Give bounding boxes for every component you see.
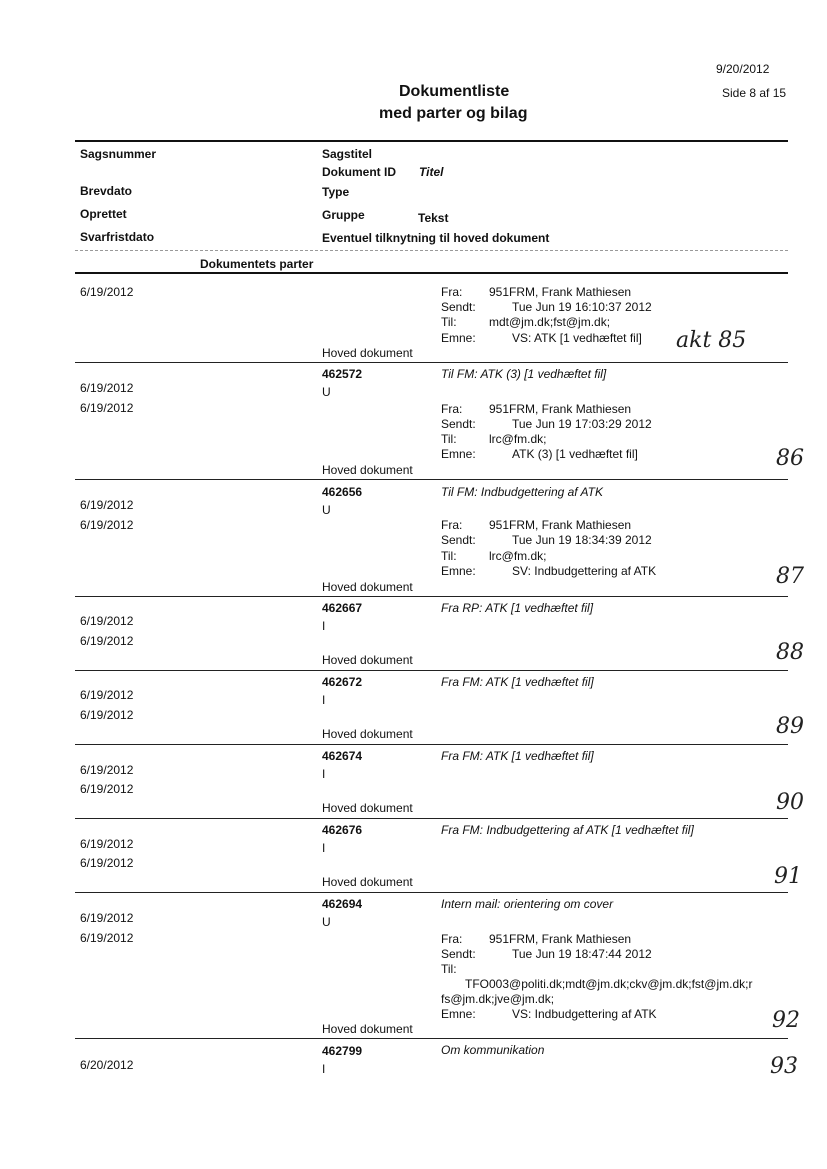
- row-separator: [75, 362, 788, 363]
- record-titel: Til FM: Indbudgettering af ATK: [441, 485, 603, 499]
- record-oprettet: 6/19/2012: [80, 856, 134, 870]
- col-oprettet: Oprettet: [80, 207, 127, 221]
- row-separator: [75, 670, 788, 671]
- fra-value: 951FRM, Frank Mathiesen: [489, 932, 632, 946]
- sendt-label: Sendt:: [441, 947, 476, 961]
- print-date: 9/20/2012: [716, 62, 770, 76]
- emne-value: VS: ATK [1 vedhæftet fil]: [512, 331, 642, 345]
- col-gruppe: Gruppe: [322, 208, 365, 222]
- til-label: Til:: [441, 315, 457, 329]
- record-titel: Fra FM: ATK [1 vedhæftet fil]: [441, 749, 594, 763]
- til-label: Til:: [441, 432, 457, 446]
- til-label: Til:: [441, 549, 457, 563]
- handwritten-annotation: 87: [776, 564, 804, 589]
- sendt-value: Tue Jun 19 18:34:39 2012: [512, 533, 652, 547]
- page-number: Side 8 af 15: [722, 86, 787, 100]
- record-oprettet: 6/19/2012: [80, 518, 134, 532]
- record-type: I: [322, 767, 326, 781]
- fra-value: 951FRM, Frank Mathiesen: [489, 518, 632, 532]
- handwritten-annotation: 93: [770, 1054, 798, 1079]
- record-type: I: [322, 693, 326, 707]
- handwritten-annotation: 92: [772, 1008, 800, 1033]
- record-brevdato: 6/19/2012: [80, 285, 134, 299]
- emne-value: ATK (3) [1 vedhæftet fil]: [512, 447, 638, 461]
- record-id: 462674: [322, 749, 363, 763]
- fra-label: Fra:: [441, 285, 463, 299]
- emne-label: Emne:: [441, 447, 476, 461]
- til-label: Til:: [441, 962, 457, 976]
- record-id: 462672: [322, 675, 363, 689]
- record-oprettet: 6/19/2012: [80, 401, 134, 415]
- record-titel: Fra FM: ATK [1 vedhæftet fil]: [441, 675, 594, 689]
- handwritten-annotation: 91: [774, 864, 802, 889]
- record-type: I: [322, 1062, 326, 1076]
- header-rule-bottom: [75, 272, 788, 274]
- sendt-value: Tue Jun 19 16:10:37 2012: [512, 300, 652, 314]
- hoved-dokument-label: Hoved dokument: [322, 875, 413, 889]
- handwritten-annotation: akt 85: [676, 328, 747, 353]
- til-value: lrc@fm.dk;: [489, 432, 547, 446]
- record-titel: Fra RP: ATK [1 vedhæftet fil]: [441, 601, 594, 615]
- record-id: 462676: [322, 823, 363, 837]
- record-brevdato: 6/19/2012: [80, 688, 134, 702]
- col-parter: Dokumentets parter: [200, 257, 314, 271]
- fra-label: Fra:: [441, 402, 463, 416]
- sendt-value: Tue Jun 19 18:47:44 2012: [512, 947, 652, 961]
- col-dokument-id: Dokument ID: [322, 165, 397, 179]
- handwritten-annotation: 89: [776, 714, 804, 739]
- row-separator: [75, 892, 788, 893]
- handwritten-annotation: 86: [776, 446, 804, 471]
- col-svarfristdato: Svarfristdato: [80, 230, 155, 244]
- sendt-label: Sendt:: [441, 300, 476, 314]
- til-value-line2: fs@jm.dk;jve@jm.dk;: [441, 992, 555, 1006]
- record-id: 462572: [322, 367, 363, 381]
- emne-label: Emne:: [441, 564, 476, 578]
- hoved-dokument-label: Hoved dokument: [322, 580, 413, 594]
- record-type: I: [322, 841, 326, 855]
- hoved-dokument-label: Hoved dokument: [322, 727, 413, 741]
- record-titel: Fra FM: Indbudgettering af ATK [1 vedhæftet fil]: [441, 823, 694, 837]
- col-sagsnummer: Sagsnummer: [80, 147, 157, 161]
- fra-label: Fra:: [441, 518, 463, 532]
- record-titel: Om kommunikation: [441, 1043, 545, 1057]
- handwritten-annotation: 90: [776, 790, 804, 815]
- row-separator: [75, 479, 788, 480]
- fra-label: Fra:: [441, 932, 463, 946]
- row-separator: [75, 1038, 788, 1039]
- record-id: 462656: [322, 485, 363, 499]
- hoved-dokument-label: Hoved dokument: [322, 801, 413, 815]
- record-oprettet: 6/19/2012: [80, 708, 134, 722]
- record-brevdato: 6/19/2012: [80, 763, 134, 777]
- emne-value: VS: Indbudgettering af ATK: [512, 1007, 657, 1021]
- emne-value: SV: Indbudgettering af ATK: [512, 564, 657, 578]
- header-rule-top: [75, 140, 788, 142]
- hoved-dokument-label: Hoved dokument: [322, 653, 413, 667]
- til-value: mdt@jm.dk;fst@jm.dk;: [489, 315, 611, 329]
- hoved-dokument-label: Hoved dokument: [322, 1022, 413, 1036]
- record-brevdato: 6/19/2012: [80, 498, 134, 512]
- record-oprettet: 6/19/2012: [80, 782, 134, 796]
- sendt-label: Sendt:: [441, 533, 476, 547]
- record-id: 462694: [322, 897, 363, 911]
- record-brevdato: 6/20/2012: [80, 1058, 134, 1072]
- col-type: Type: [322, 185, 350, 199]
- row-separator: [75, 596, 788, 597]
- record-id: 462667: [322, 601, 363, 615]
- record-brevdato: 6/19/2012: [80, 381, 134, 395]
- record-type: U: [322, 915, 331, 929]
- record-brevdato: 6/19/2012: [80, 837, 134, 851]
- record-oprettet: 6/19/2012: [80, 931, 134, 945]
- til-value: lrc@fm.dk;: [489, 549, 547, 563]
- col-tekst: Tekst: [418, 211, 449, 225]
- header-dashed-rule: [75, 250, 788, 251]
- emne-label: Emne:: [441, 1007, 476, 1021]
- row-separator: [75, 818, 788, 819]
- col-tilknytning: Eventuel tilknytning til hoved dokument: [322, 231, 550, 245]
- til-value-line1: TFO003@politi.dk;mdt@jm.dk;ckv@jm.dk;fst@jm.dk;r: [465, 977, 753, 991]
- record-type: U: [322, 385, 331, 399]
- record-brevdato: 6/19/2012: [80, 614, 134, 628]
- emne-label: Emne:: [441, 331, 476, 345]
- record-titel: Intern mail: orientering om cover: [441, 897, 614, 911]
- record-oprettet: 6/19/2012: [80, 634, 134, 648]
- document-subtitle: med parter og bilag: [379, 105, 528, 122]
- record-type: U: [322, 503, 331, 517]
- row-separator: [75, 744, 788, 745]
- record-titel: Til FM: ATK (3) [1 vedhæftet fil]: [441, 367, 607, 381]
- fra-value: 951FRM, Frank Mathiesen: [489, 285, 632, 299]
- col-sagstitel: Sagstitel: [322, 147, 373, 161]
- record-id: 462799: [322, 1044, 363, 1058]
- record-type: I: [322, 619, 326, 633]
- document-title: Dokumentliste: [399, 83, 510, 100]
- hoved-dokument-label: Hoved dokument: [322, 346, 413, 360]
- sendt-label: Sendt:: [441, 417, 476, 431]
- hoved-dokument-label: Hoved dokument: [322, 463, 413, 477]
- fra-value: 951FRM, Frank Mathiesen: [489, 402, 632, 416]
- record-brevdato: 6/19/2012: [80, 911, 134, 925]
- sendt-value: Tue Jun 19 17:03:29 2012: [512, 417, 652, 431]
- col-brevdato: Brevdato: [80, 184, 133, 198]
- col-titel: Titel: [419, 165, 444, 179]
- handwritten-annotation: 88: [776, 640, 804, 665]
